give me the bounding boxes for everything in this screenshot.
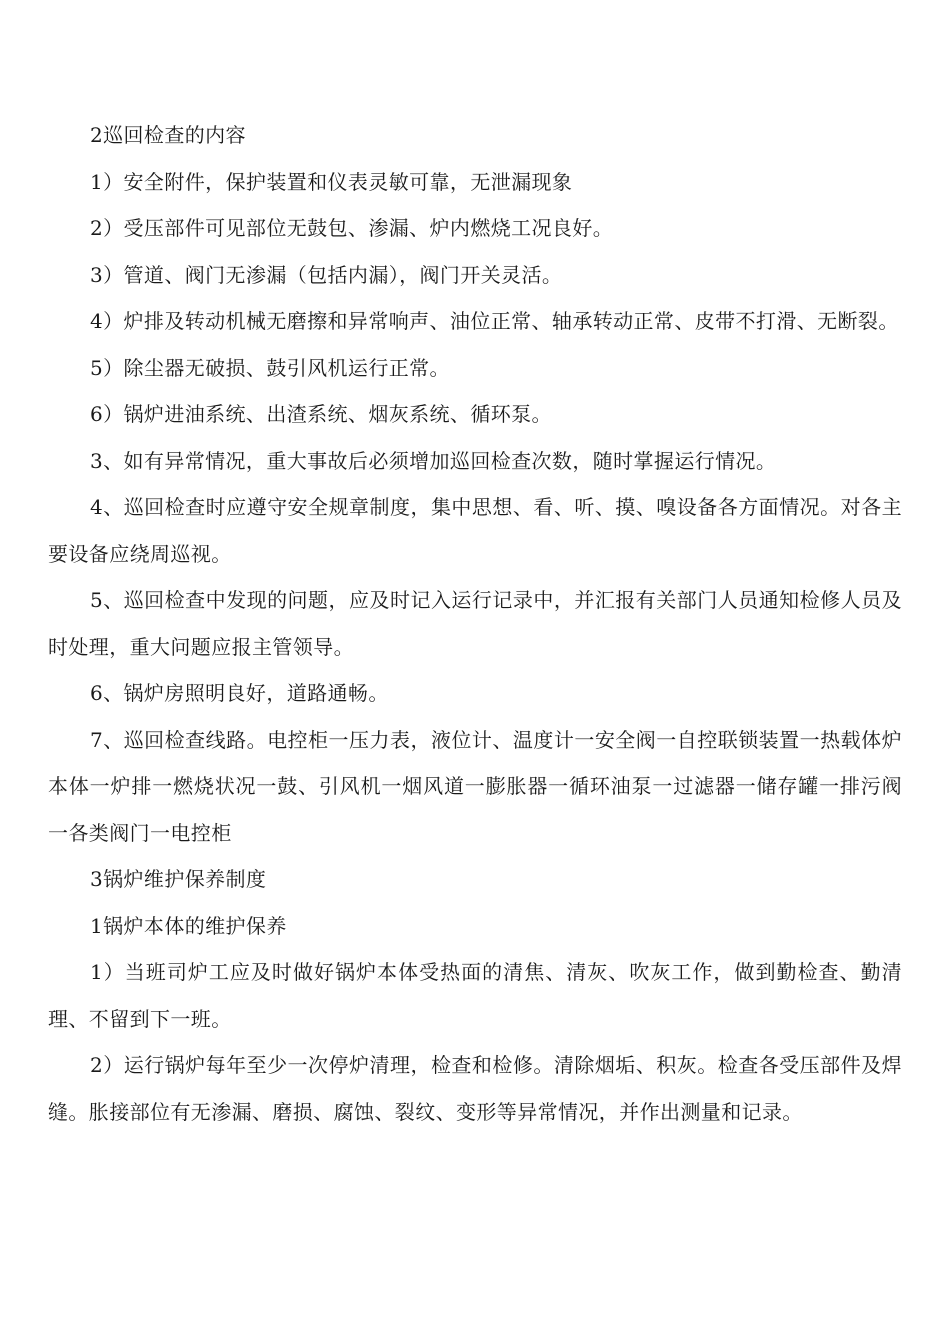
paragraph-problem-reporting: 5、巡回检查中发现的问题，应及时记入运行记录中，并汇报有关部门人员通知检修人员及时处理，重大问题应报主管领导。 [48, 588, 902, 659]
heading-maintenance-system: 3锅炉维护保养制度 [90, 867, 267, 891]
paragraph-safety-rules: 4、巡回检查时应遵守安全规章制度，集中思想、看、听、摸、嗅设备各方面情况。对各主要设备应绕周巡视。 [48, 495, 902, 566]
paragraph-boiler-systems: 6）锅炉进油系统、出渣系统、烟灰系统、循环泵。 [90, 402, 552, 426]
paragraph-grate-machinery: 4）炉排及转动机械无磨擦和异常响声、油位正常、轴承转动正常、皮带不打滑、无断裂。 [90, 309, 899, 333]
paragraph-pressure-parts: 2）受压部件可见部位无鼓包、渗漏、炉内燃烧工况良好。 [90, 216, 614, 240]
heading-boiler-body-maintenance: 1锅炉本体的维护保养 [90, 913, 287, 938]
paragraph-safety-accessories: 1）安全附件，保护装置和仪表灵敏可靠，无泄漏现象 [90, 169, 573, 194]
paragraph-shift-cleaning: 1）当班司炉工应及时做好锅炉本体受热面的清焦、清灰、吹灰工作，做到勤检查、勤清理、不留到下一班。 [48, 960, 902, 1031]
paragraph-pipes-valves: 3）管道、阀门无渗漏（包括内漏），阀门开关灵活。 [90, 262, 563, 287]
paragraph-dust-collector: 5）除尘器无破损、鼓引风机运行正常。 [90, 355, 450, 380]
paragraph-abnormal-situation: 3、如有异常情况，重大事故后必须增加巡回检查次数，随时掌握运行情况。 [90, 448, 777, 473]
paragraph-lighting: 6、锅炉房照明良好，道路通畅。 [90, 681, 389, 705]
heading-inspection-content: 2巡回检查的内容 [90, 123, 246, 147]
document-page [48, 112, 902, 1135]
paragraph-annual-shutdown: 2）运行锅炉每年至少一次停炉清理，检查和检修。清除烟垢、积灰。检查各受压部件及焊缝。胀接部位有无渗漏、磨损、腐蚀、裂纹、变形等异常情况，并作出测量和记录。 [48, 1053, 902, 1124]
paragraph-inspection-route: 7、巡回检查线路。电控柜一压力表，液位计、温度计一安全阀一自控联锁装置一热载体炉本体一炉排一燃烧状况一鼓、引风机一烟风道一膨胀器一循环油泵一过滤器一储存罐一排污阀一各类阀门一电控柜 [48, 727, 902, 845]
